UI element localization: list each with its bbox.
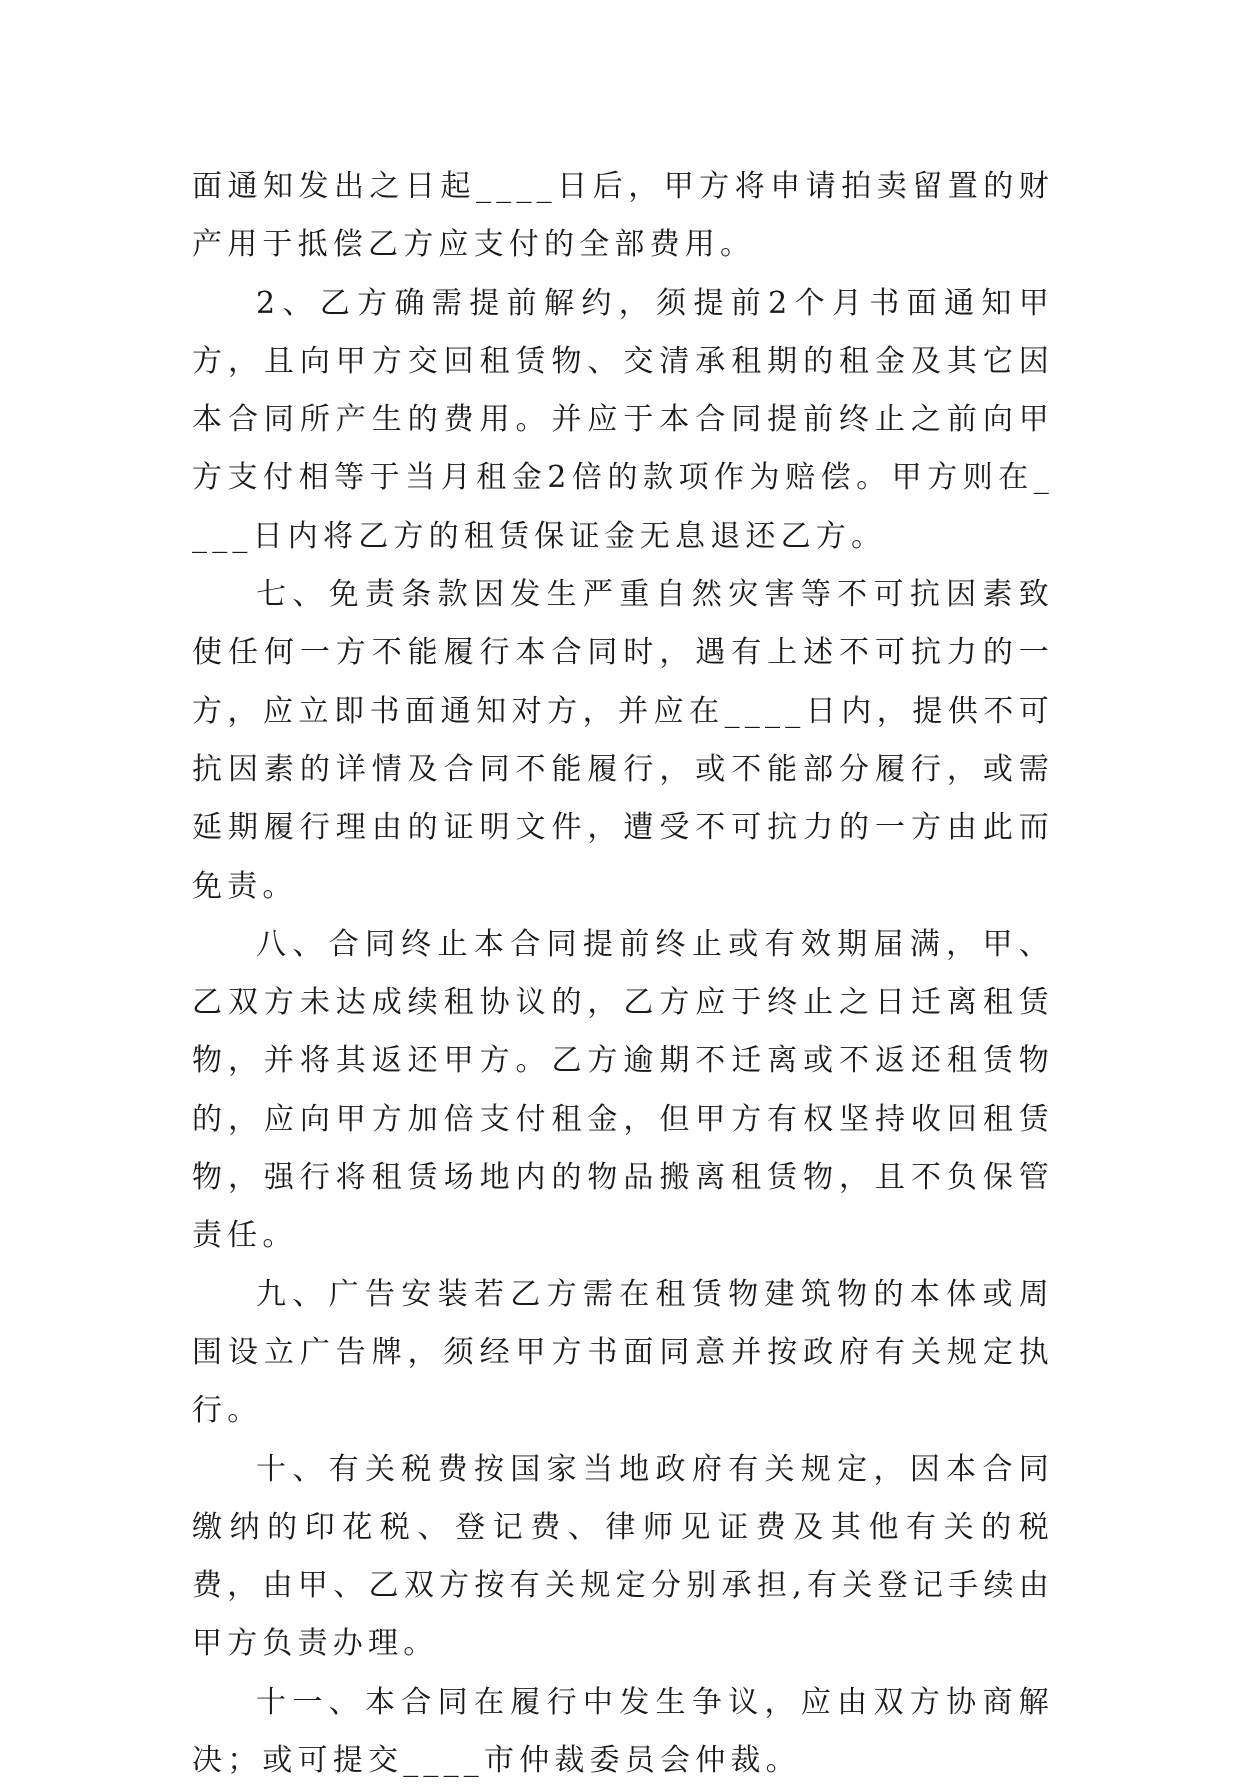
paragraph-force-majeure: 七、免责条款因发生严重自然灾害等不可抗因素致使任何一方不能履行本合同时，遇有上述不可抗力的一方，应立即书面通知对方，并应在____日内，提供不可抗因素的详情及合同不能履行，或不能部分履行，或需延期履行理由的证明文件，遭受不可抗力的一方由此而免责。	[192, 577, 1054, 904]
paragraph-advertising: 九、广告安装若乙方需在租赁物建筑物的本体或周围设立广告牌，须经甲方书面同意并按政府有关规定执行。	[192, 1276, 1054, 1429]
paragraph-dispute-resolution: 十一、本合同在履行中发生争议，应由双方协商解决；或可提交____市仲裁委员会仲裁。	[192, 1684, 1054, 1779]
paragraph-contract-termination: 八、合同终止本合同提前终止或有效期届满，甲、乙双方未达成续租协议的，乙方应于终止之日迁离租赁物，并将其返还甲方。乙方逾期不迁离或不返还租赁物的，应向甲方加倍支付租金，但甲方有权坚持收回租赁物，强行将租赁场地内的物品搬离租赁物，且不负保管责任。	[192, 926, 1054, 1254]
paragraph-early-termination: 2、乙方确需提前解约，须提前2个月书面通知甲方，且向甲方交回租赁物、交清承租期的租金及其它因本合同所产生的费用。并应于本合同提前终止之前向甲方支付相等于当月租金2倍的款项作为赔偿。甲方则在____日内将乙方的租赁保证金无息退还乙方。	[192, 285, 1054, 554]
contract-body	[192, 158, 1054, 1790]
paragraph-continuation: 面通知发出之日起____日后，甲方将申请拍卖留置的财产用于抵偿乙方应支付的全部费用。	[192, 169, 1054, 263]
paragraph-taxes-fees: 十、有关税费按国家当地政府有关规定，因本合同缴纳的印花税、登记费、律师见证费及其他有关的税费，由甲、乙双方按有关规定分别承担,有关登记手续由甲方负责办理。	[192, 1451, 1054, 1662]
